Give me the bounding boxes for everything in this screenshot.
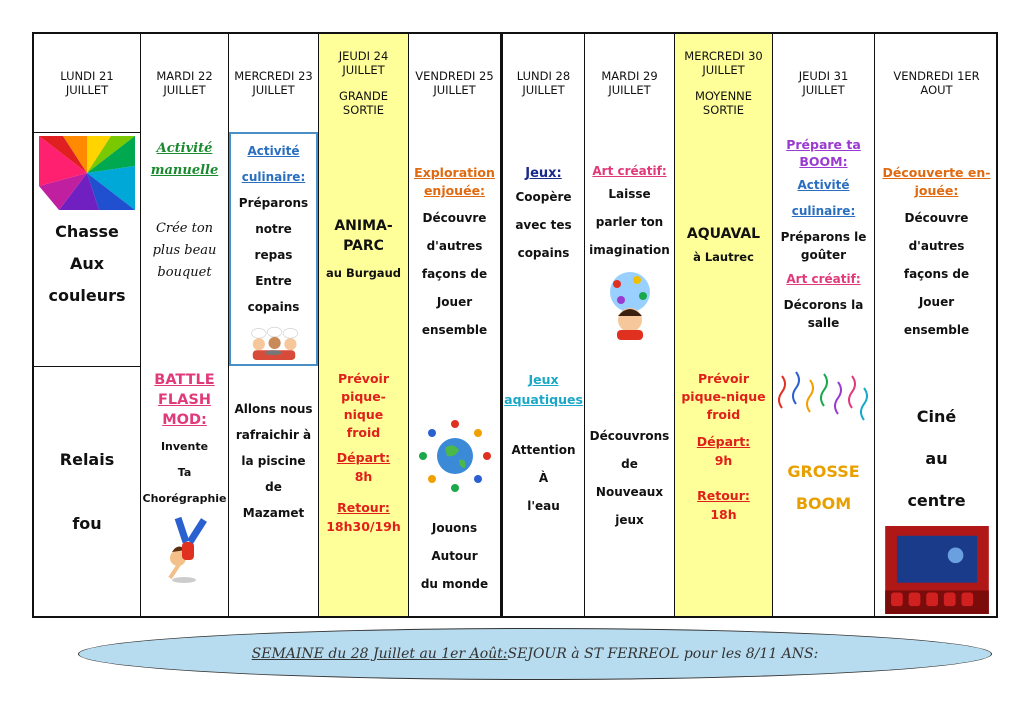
breakdancer-image [160,512,210,584]
child-imagination-image [597,270,663,340]
cell-jeux-coopere: Jeux: Coopère avec tes copains [515,166,572,260]
column-mardi-22 [140,34,228,616]
cell-jeux-aquatiques: Jeux aquatiques Attention À l'eau [504,372,583,513]
cell-nouveaux-jeux: Découvrons de Nouveaux jeux [589,429,670,527]
cell-art-creatif: Art créatif: Laisse parler ton imagination [585,132,674,366]
cell-sortie-depart-retour: Prévoir pique-nique froid Départ: 8h Retour: 18h30/19h [326,371,401,534]
cinema-image [884,526,990,614]
cell-cine-centre: Ciné au centre [875,366,998,618]
header-mardi-29: MARDI 29 JUILLET [601,69,658,97]
column-vendredi-25 [408,34,500,616]
cell-relais-fou: Relais fou [59,450,115,533]
globe-people-image [415,416,495,496]
cell-jouons-autour-monde: Jouons Autour du monde [409,366,500,618]
column-jeudi-24 [318,34,408,616]
header-mercredi-30: MERCREDI 30 JUILLET MOYENNE SORTIE [684,49,763,117]
cell-exploration-enjouee: Exploration enjouée: Découvre d'autres façons de Jouer ensemble [414,165,495,337]
color-swirl-image [39,136,135,210]
column-lundi-21 [34,34,140,616]
sejour-banner: SEMAINE du 28 Juillet au 1er Août: SEJOUR à ST FERREOL pour les 8/11 ANS: [78,628,992,680]
column-mardi-29 [584,34,674,616]
column-vendredi-1er [874,34,998,616]
cell-piscine-mazamet: Allons nous rafraichir à la piscine de Mazamet [234,402,313,520]
header-lundi-21: LUNDI 21 JUILLET [60,69,114,97]
header-mardi-22: MARDI 22 JUILLET [156,69,213,97]
cell-activite-manuelle: Activité manuelle Crée ton plus beau bouquet [150,141,219,280]
cell-decouverte-enjouee: Découverte en-jouée: Découvre d'autres façons de Jouer ensemble [882,165,991,337]
column-jeudi-31 [772,34,874,616]
header-vendredi-1er: VENDREDI 1ER AOUT [893,69,980,97]
chefs-children-image [233,326,315,360]
header-jeudi-24: JEUDI 24 JUILLET GRANDE SORTIE [338,49,389,117]
cell-anima-parc: ANIMA- PARC au Burgaud [326,218,401,280]
cell-prepare-boom: Prépare ta BOOM: Activité culinaire: Préparons le goûter Art créatif: Décorons la salle [780,137,867,330]
confetti-image [776,370,872,436]
cell-aquaval: AQUAVAL à Lautrec [686,226,761,264]
header-mercredi-23: MERCREDI 23 JUILLET [234,69,313,97]
header-vendredi-25: VENDREDI 25 JUILLET [415,69,494,97]
cell-sortie2-depart-retour: Prévoir pique-nique froid Départ: 9h Retour: 18h [681,371,766,522]
cell-grosse-boom: GROSSE BOOM [773,366,874,618]
header-jeudi-31: JEUDI 31 JUILLET [798,69,849,97]
cell-battle-flash-mod: BATTLE FLASH MOD: Invente Ta Chorégraphie [141,366,228,618]
column-lundi-28 [500,34,584,616]
schedule-table [32,32,998,618]
column-mercredi-30 [674,34,772,616]
cell-activite-culinaire: Activité culinaire: Préparons notre repas Entre copains [229,132,318,366]
header-lundi-28: LUNDI 28 JUILLET [516,69,571,97]
column-mercredi-23 [228,34,318,616]
cell-chasse-couleurs: Chasse Aux couleurs [34,132,140,366]
